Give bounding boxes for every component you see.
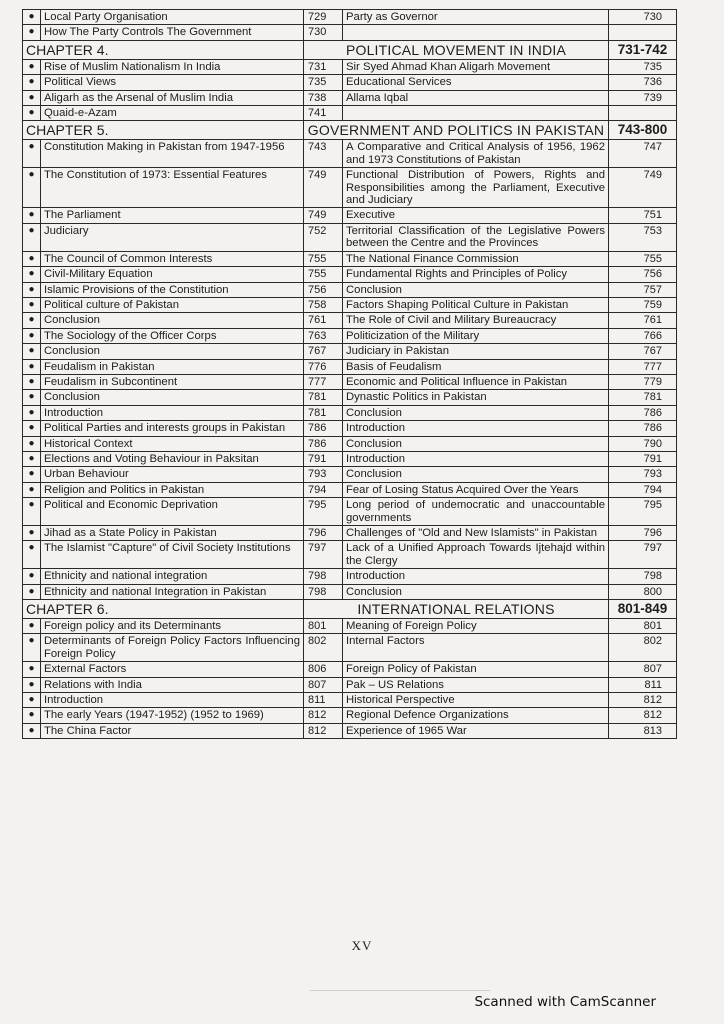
right-topic: Allama Iqbal (343, 90, 609, 105)
right-topic: Educational Services (343, 75, 609, 90)
right-page-number: 735 (609, 59, 677, 74)
bullet-icon: ● (23, 693, 41, 708)
left-topic: Jihad as a State Policy in Pakistan (41, 526, 304, 541)
toc-row (23, 59, 677, 74)
left-page-number: 791 (304, 451, 343, 466)
right-page-number: 747 (609, 140, 677, 168)
right-page-number: 811 (609, 677, 677, 692)
left-page-number: 802 (304, 634, 343, 662)
left-topic: Islamic Provisions of the Constitution (41, 282, 304, 297)
right-topic: A Comparative and Critical Analysis of 1956, 1962 and 1973 Constitutions of Pakistan (343, 140, 609, 168)
right-page-number (609, 106, 677, 121)
bullet-icon: ● (23, 451, 41, 466)
bullet-icon: ● (23, 75, 41, 90)
left-topic: How The Party Controls The Government (41, 25, 304, 40)
toc-row (23, 677, 677, 692)
right-topic (343, 25, 609, 40)
toc-row (23, 619, 677, 634)
toc-row (23, 584, 677, 599)
left-page-number: 812 (304, 723, 343, 738)
right-topic: Economic and Political Influence in Pakistan (343, 374, 609, 389)
right-topic: Basis of Feudalism (343, 359, 609, 374)
right-page-number: 779 (609, 374, 677, 389)
toc-row (23, 723, 677, 738)
left-topic: Civil-Military Equation (41, 267, 304, 282)
toc-row (23, 569, 677, 584)
left-topic: Conclusion (41, 344, 304, 359)
toc-row (23, 498, 677, 526)
bullet-icon: ● (23, 10, 41, 25)
left-topic: Introduction (41, 693, 304, 708)
left-topic: Religion and Politics in Pakistan (41, 482, 304, 497)
toc-row (23, 421, 677, 436)
chapter-label: CHAPTER 6. (23, 600, 304, 619)
right-page-number: 755 (609, 251, 677, 266)
right-page-number: 756 (609, 267, 677, 282)
right-topic: Introduction (343, 451, 609, 466)
right-page-number: 781 (609, 390, 677, 405)
bullet-icon: ● (23, 223, 41, 251)
bullet-icon: ● (23, 498, 41, 526)
toc-row (23, 90, 677, 105)
bullet-icon: ● (23, 297, 41, 312)
chapter-title: INTERNATIONAL RELATIONS (304, 600, 609, 619)
chapter-page-range: 801-849 (609, 600, 677, 619)
left-page-number: 761 (304, 313, 343, 328)
right-topic: Challenges of "Old and New Islamists" in Pakistan (343, 526, 609, 541)
left-page-number: 756 (304, 282, 343, 297)
left-topic: The Council of Common Interests (41, 251, 304, 266)
toc-row (23, 634, 677, 662)
right-topic: Historical Perspective (343, 693, 609, 708)
left-page-number: 755 (304, 267, 343, 282)
chapter-title: POLITICAL MOVEMENT IN INDIA (304, 40, 609, 59)
right-topic: Meaning of Foreign Policy (343, 619, 609, 634)
toc-row (23, 208, 677, 223)
left-topic: Political and Economic Deprivation (41, 498, 304, 526)
bullet-icon: ● (23, 619, 41, 634)
bullet-icon: ● (23, 106, 41, 121)
right-page-number: 797 (609, 541, 677, 569)
left-topic: Elections and Voting Behaviour in Paksitan (41, 451, 304, 466)
right-page-number: 751 (609, 208, 677, 223)
toc-row (23, 267, 677, 282)
right-page-number: 759 (609, 297, 677, 312)
left-page-number: 796 (304, 526, 343, 541)
right-topic: Conclusion (343, 436, 609, 451)
right-page-number: 801 (609, 619, 677, 634)
bullet-icon: ● (23, 421, 41, 436)
toc-row (23, 344, 677, 359)
right-topic: The Role of Civil and Military Bureaucracy (343, 313, 609, 328)
toc-row (23, 328, 677, 343)
right-page-number: 802 (609, 634, 677, 662)
bullet-icon: ● (23, 90, 41, 105)
right-topic: Foreign Policy of Pakistan (343, 662, 609, 677)
left-topic: Quaid-e-Azam (41, 106, 304, 121)
bullet-icon: ● (23, 436, 41, 451)
right-topic: Judiciary in Pakistan (343, 344, 609, 359)
left-page-number: 738 (304, 90, 343, 105)
chapter-label: CHAPTER 5. (23, 121, 304, 140)
bullet-icon: ● (23, 168, 41, 208)
left-topic: Ethnicity and national Integration in Pakistan (41, 584, 304, 599)
toc-row (23, 10, 677, 25)
left-topic: Historical Context (41, 436, 304, 451)
left-page-number: 776 (304, 359, 343, 374)
bullet-icon: ● (23, 267, 41, 282)
right-page-number: 796 (609, 526, 677, 541)
right-topic: Introduction (343, 569, 609, 584)
chapter-title: GOVERNMENT AND POLITICS IN PAKISTAN (304, 121, 609, 140)
bullet-icon: ● (23, 251, 41, 266)
right-page-number: 739 (609, 90, 677, 105)
left-topic: Conclusion (41, 390, 304, 405)
toc-row (23, 662, 677, 677)
left-page-number: 767 (304, 344, 343, 359)
bullet-icon: ● (23, 662, 41, 677)
right-topic: Experience of 1965 War (343, 723, 609, 738)
right-page-number: 794 (609, 482, 677, 497)
toc-row (23, 374, 677, 389)
right-topic: Pak – US Relations (343, 677, 609, 692)
toc-row (23, 451, 677, 466)
left-page-number: 786 (304, 421, 343, 436)
left-page-number: 798 (304, 569, 343, 584)
right-page-number: 736 (609, 75, 677, 90)
left-page-number: 741 (304, 106, 343, 121)
right-page-number: 798 (609, 569, 677, 584)
left-page-number: 797 (304, 541, 343, 569)
right-topic: Lack of a Unified Approach Towards Ijtehajd within the Clergy (343, 541, 609, 569)
contents-table (22, 9, 677, 739)
left-page-number: 777 (304, 374, 343, 389)
left-page-number: 729 (304, 10, 343, 25)
right-page-number: 766 (609, 328, 677, 343)
bullet-icon: ● (23, 584, 41, 599)
right-topic: Fundamental Rights and Principles of Policy (343, 267, 609, 282)
left-page-number: 758 (304, 297, 343, 312)
right-topic: Conclusion (343, 282, 609, 297)
left-page-number: 812 (304, 708, 343, 723)
chapter-page-range: 743-800 (609, 121, 677, 140)
toc-row (23, 359, 677, 374)
left-topic: The Constitution of 1973: Essential Features (41, 168, 304, 208)
right-page-number: 791 (609, 451, 677, 466)
right-topic: Politicization of the Military (343, 328, 609, 343)
right-page-number: 730 (609, 10, 677, 25)
toc-row (23, 282, 677, 297)
right-topic: Introduction (343, 421, 609, 436)
bullet-icon: ● (23, 282, 41, 297)
right-topic: The National Finance Commission (343, 251, 609, 266)
left-topic: Conclusion (41, 313, 304, 328)
left-page-number: 801 (304, 619, 343, 634)
right-page-number: 793 (609, 467, 677, 482)
left-page-number: 793 (304, 467, 343, 482)
toc-row (23, 140, 677, 168)
right-topic: Internal Factors (343, 634, 609, 662)
left-page-number: 806 (304, 662, 343, 677)
bullet-icon: ● (23, 708, 41, 723)
toc-row (23, 467, 677, 482)
left-page-number: 798 (304, 584, 343, 599)
toc-row (23, 541, 677, 569)
left-page-number: 786 (304, 436, 343, 451)
left-topic: Aligarh as the Arsenal of Muslim India (41, 90, 304, 105)
right-page-number: 795 (609, 498, 677, 526)
right-topic: Regional Defence Organizations (343, 708, 609, 723)
left-topic: Determinants of Foreign Policy Factors Influencing Foreign Policy (41, 634, 304, 662)
left-page-number: 749 (304, 168, 343, 208)
bullet-icon: ● (23, 541, 41, 569)
right-topic: Territorial Classification of the Legislative Powers between the Centre and the Provinces (343, 223, 609, 251)
toc-row (23, 25, 677, 40)
left-topic: The Parliament (41, 208, 304, 223)
left-topic: Feudalism in Pakistan (41, 359, 304, 374)
bullet-icon: ● (23, 374, 41, 389)
left-topic: The Sociology of the Officer Corps (41, 328, 304, 343)
bullet-icon: ● (23, 390, 41, 405)
toc-row (23, 313, 677, 328)
toc-row (23, 251, 677, 266)
left-page-number: 735 (304, 75, 343, 90)
right-page-number: 757 (609, 282, 677, 297)
left-topic: Relations with India (41, 677, 304, 692)
left-topic: Political Parties and interests groups in Pakistan (41, 421, 304, 436)
right-page-number: 786 (609, 421, 677, 436)
right-page-number: 761 (609, 313, 677, 328)
left-page-number: 749 (304, 208, 343, 223)
right-page-number: 812 (609, 708, 677, 723)
bullet-icon: ● (23, 569, 41, 584)
toc-row (23, 693, 677, 708)
left-topic: The China Factor (41, 723, 304, 738)
bullet-icon: ● (23, 344, 41, 359)
bullet-icon: ● (23, 208, 41, 223)
right-page-number: 777 (609, 359, 677, 374)
left-topic: Introduction (41, 405, 304, 420)
right-page-number: 807 (609, 662, 677, 677)
toc-row (23, 297, 677, 312)
toc-row (23, 168, 677, 208)
left-topic: Constitution Making in Pakistan from 1947-1956 (41, 140, 304, 168)
right-topic (343, 106, 609, 121)
bullet-icon: ● (23, 59, 41, 74)
scanner-watermark: Scanned with CamScanner (474, 994, 656, 1010)
right-page-number: 790 (609, 436, 677, 451)
right-topic: Fear of Losing Status Acquired Over the Years (343, 482, 609, 497)
chapter-heading-row (23, 121, 677, 140)
right-topic: Sir Syed Ahmad Khan Aligarh Movement (343, 59, 609, 74)
left-topic: Ethnicity and national integration (41, 569, 304, 584)
toc-row (23, 708, 677, 723)
toc-row (23, 390, 677, 405)
left-topic: Political culture of Pakistan (41, 297, 304, 312)
left-topic: Local Party Organisation (41, 10, 304, 25)
left-topic: Foreign policy and its Determinants (41, 619, 304, 634)
chapter-label: CHAPTER 4. (23, 40, 304, 59)
right-page-number: 749 (609, 168, 677, 208)
bullet-icon: ● (23, 634, 41, 662)
left-topic: Urban Behaviour (41, 467, 304, 482)
bullet-icon: ● (23, 677, 41, 692)
right-page-number: 767 (609, 344, 677, 359)
footer-rule (310, 990, 490, 991)
left-page-number: 781 (304, 390, 343, 405)
left-topic: Rise of Muslim Nationalism In India (41, 59, 304, 74)
right-topic: Executive (343, 208, 609, 223)
right-topic: Factors Shaping Political Culture in Pakistan (343, 297, 609, 312)
bullet-icon: ● (23, 405, 41, 420)
right-page-number: 812 (609, 693, 677, 708)
bullet-icon: ● (23, 328, 41, 343)
right-topic: Party as Governor (343, 10, 609, 25)
left-page-number: 731 (304, 59, 343, 74)
left-page-number: 752 (304, 223, 343, 251)
toc-row (23, 436, 677, 451)
left-page-number: 730 (304, 25, 343, 40)
left-topic: External Factors (41, 662, 304, 677)
left-page-number: 811 (304, 693, 343, 708)
page-number: XV (351, 938, 373, 953)
left-page-number: 755 (304, 251, 343, 266)
bullet-icon: ● (23, 25, 41, 40)
left-page-number: 763 (304, 328, 343, 343)
bullet-icon: ● (23, 313, 41, 328)
right-topic: Long period of undemocratic and unaccountable governments (343, 498, 609, 526)
left-topic: The Islamist "Capture" of Civil Society Institutions (41, 541, 304, 569)
right-topic: Dynastic Politics in Pakistan (343, 390, 609, 405)
left-page-number: 807 (304, 677, 343, 692)
left-topic: Judiciary (41, 223, 304, 251)
left-topic: The early Years (1947-1952) (1952 to 1969) (41, 708, 304, 723)
bullet-icon: ● (23, 467, 41, 482)
bullet-icon: ● (23, 140, 41, 168)
toc-row (23, 482, 677, 497)
bullet-icon: ● (23, 359, 41, 374)
right-page-number: 753 (609, 223, 677, 251)
toc-row (23, 526, 677, 541)
right-topic: Functional Distribution of Powers, Rights and Responsibilities among the Parliament, Executive and Judiciary (343, 168, 609, 208)
right-page-number (609, 25, 677, 40)
toc-row (23, 75, 677, 90)
right-page-number: 800 (609, 584, 677, 599)
bullet-icon: ● (23, 526, 41, 541)
chapter-page-range: 731-742 (609, 40, 677, 59)
chapter-heading-row (23, 600, 677, 619)
left-page-number: 794 (304, 482, 343, 497)
left-topic: Political Views (41, 75, 304, 90)
right-topic: Conclusion (343, 584, 609, 599)
toc-row (23, 106, 677, 121)
right-topic: Conclusion (343, 467, 609, 482)
chapter-heading-row (23, 40, 677, 59)
left-page-number: 743 (304, 140, 343, 168)
toc-row (23, 405, 677, 420)
toc-row (23, 223, 677, 251)
right-page-number: 786 (609, 405, 677, 420)
right-topic: Conclusion (343, 405, 609, 420)
left-page-number: 795 (304, 498, 343, 526)
left-topic: Feudalism in Subcontinent (41, 374, 304, 389)
right-page-number: 813 (609, 723, 677, 738)
bullet-icon: ● (23, 723, 41, 738)
bullet-icon: ● (23, 482, 41, 497)
left-page-number: 781 (304, 405, 343, 420)
